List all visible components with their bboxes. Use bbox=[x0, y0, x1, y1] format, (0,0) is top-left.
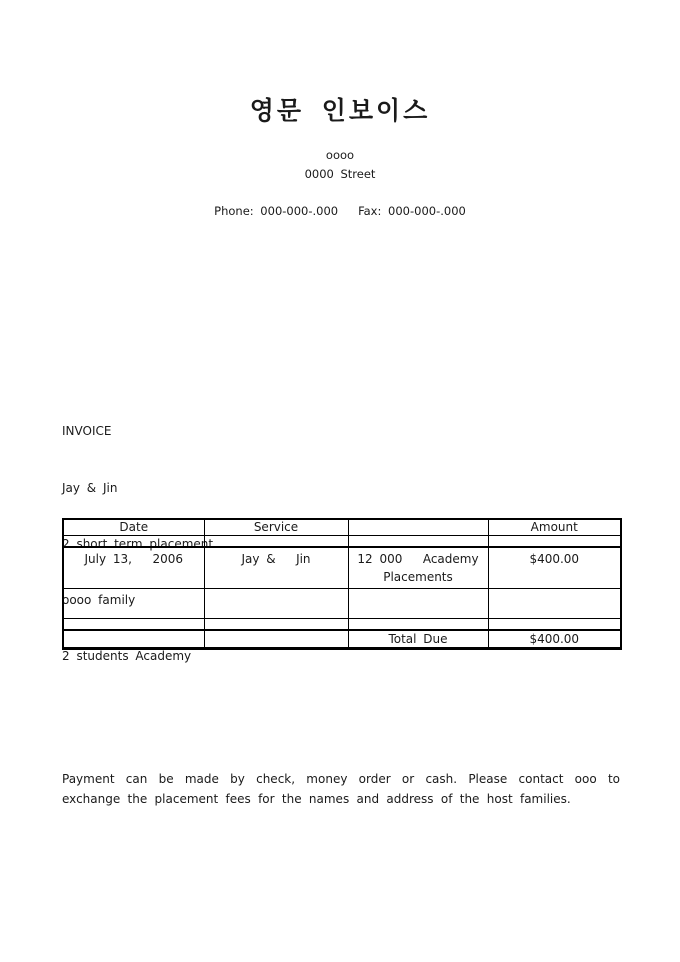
total-due-amount: $400.00 bbox=[488, 630, 621, 649]
table-spacer-row bbox=[63, 619, 621, 631]
table-cell bbox=[204, 630, 348, 649]
invoice-table bbox=[62, 518, 622, 650]
table-cell bbox=[348, 619, 488, 631]
table-cell bbox=[63, 536, 204, 548]
table-cell bbox=[204, 589, 348, 619]
table-cell bbox=[63, 630, 204, 649]
table-header-row bbox=[63, 519, 621, 536]
table-cell bbox=[348, 589, 488, 619]
contact-phone-fax-line: Phone: 000-000-.000 Fax: 000-000-.000 bbox=[214, 204, 466, 218]
organization-name: oooo bbox=[325, 148, 355, 162]
header-amount: Amount bbox=[488, 519, 621, 536]
invoice-heading: INVOICE bbox=[62, 424, 112, 439]
invoice-client-names: Jay & Jin bbox=[62, 480, 118, 495]
table-cell bbox=[63, 619, 204, 631]
cell-service: Jay & Jin bbox=[204, 547, 348, 589]
invoice-family: oooo family bbox=[62, 592, 136, 607]
document-title: 영문 인보이스 bbox=[249, 96, 431, 125]
table-spacer-row bbox=[63, 536, 621, 548]
header-blank bbox=[348, 519, 488, 536]
table-cell bbox=[488, 536, 621, 548]
table-cell bbox=[488, 619, 621, 631]
table-total-row bbox=[63, 630, 621, 649]
table-empty-row bbox=[63, 589, 621, 619]
cell-detail: 12 000 Academy Placements bbox=[348, 547, 488, 589]
header-date: Date bbox=[63, 519, 204, 536]
table-cell bbox=[63, 589, 204, 619]
table-data-row bbox=[63, 547, 621, 589]
cell-date: July 13, 2006 bbox=[63, 547, 204, 589]
invoice-students: 2 students Academy bbox=[62, 648, 192, 663]
cell-amount: $400.00 bbox=[488, 547, 621, 589]
total-due-label: Total Due bbox=[348, 630, 488, 649]
table-cell bbox=[204, 619, 348, 631]
table-cell bbox=[488, 589, 621, 619]
invoice-service-desc: 2 short term placement bbox=[62, 536, 214, 551]
table-cell bbox=[348, 536, 488, 548]
header-service: Service bbox=[204, 519, 348, 536]
payment-instructions: Payment can be made by check, money order or cash. Please contact ooo to exchange the placement fees for the names and address of the host families. bbox=[62, 772, 620, 806]
table-cell bbox=[204, 536, 348, 548]
organization-address: 0000 Street bbox=[304, 167, 376, 181]
